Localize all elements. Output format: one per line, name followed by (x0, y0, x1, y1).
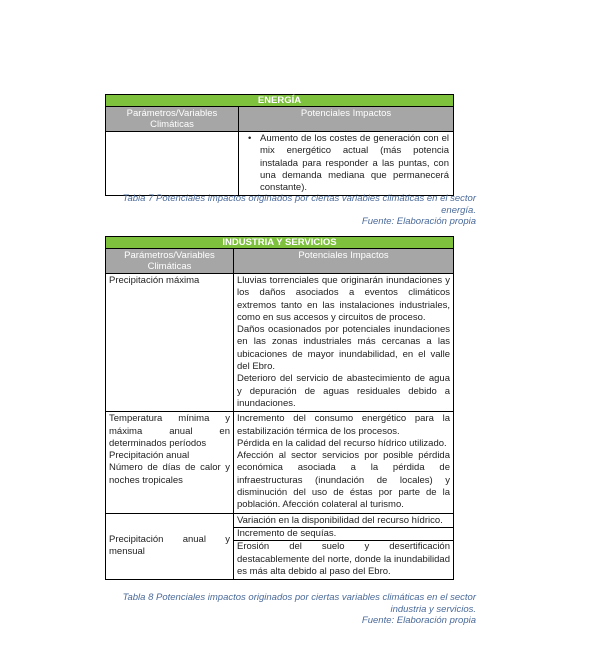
energia-col2-header: Potenciales Impactos (239, 107, 454, 132)
row1-param: Precipitación máxima (106, 274, 234, 412)
table7-source: Fuente: Elaboración propia (361, 216, 476, 227)
row3-impact-b: Incremento de sequías. (237, 527, 337, 539)
energia-table (105, 94, 454, 196)
table8-caption (100, 592, 476, 627)
row3-impact-c: Erosión del suelo y desertificación destacablemente del norte, donde la inundabilidad es más alta debido al paso del Ebro. (237, 541, 450, 577)
energia-param-cell (106, 132, 239, 196)
energia-col1-header: Parámetros/Variables Climáticas (106, 107, 239, 132)
row1-impact-a: Lluvias torrenciales que originarán inundaciones y los daños asociados a eventos climáticos extremos tanto en las instalaciones industriales, como en sus accesos y circuitos de proceso. (237, 275, 450, 323)
row2-impact-a: Incremento del consumo energético para la estabilización térmica de los procesos. (237, 413, 450, 437)
row3-param-text: Precipitación anual y mensual (109, 534, 230, 558)
row2-param (106, 412, 234, 513)
row2-impact (234, 412, 454, 513)
energia-table-title: ENERGÍA (106, 95, 454, 107)
table7-caption-line1: Tabla 7 Potenciales impactos originados por ciertas variables climáticas en el sector (122, 193, 476, 204)
row2-param-b: Precipitación anual (109, 450, 190, 462)
table8-caption-line1: Tabla 8 Potenciales impactos originados por ciertas variables climáticas en el sector (122, 592, 476, 603)
row3-impact (234, 513, 454, 579)
row3-impact-a: Variación en la disponibilidad del recurso hídrico. (237, 514, 443, 526)
industria-col2-header: Potenciales Impactos (234, 249, 454, 274)
table7-caption (100, 193, 476, 228)
table8-caption-line2: industria y servicios. (390, 603, 476, 615)
row1-impact (234, 274, 454, 412)
industria-table (105, 236, 454, 580)
row3-param (106, 513, 234, 579)
industria-table-title: INDUSTRIA Y SERVICIOS (106, 237, 454, 249)
industria-col1-header: Parámetros/Variables Climáticas (106, 249, 234, 274)
table-row (106, 274, 454, 412)
row1-impact-c: Deterioro del servicio de abastecimiento de agua y depuración de aguas residuales debido a inundaciones. (237, 373, 450, 409)
table8-source: Fuente: Elaboración propia (361, 615, 476, 626)
row2-param-a: Temperatura mínima y máxima anual en determinados períodos (109, 413, 230, 449)
row1-impact-b: Daños ocasionados por potenciales inundaciones en las zonas industriales más cercanas a las ubicaciones de mayor inundabilidad, en el valle del Ebro. (237, 324, 450, 373)
table-row (106, 513, 454, 579)
row2-impact-c: Afección al sector servicios por posible pérdida económica asociada a la pérdida de infraestructuras (inundación de locales) y disminución del uso de éstas por parte de la población. Afección colateral al turismo. (237, 450, 450, 511)
energia-impact-text: Aumento de los costes de generación con el mix energético actual (más potencia instalada para responder a las puntas, con una demanda mediana que permanecerá constante). (260, 133, 450, 194)
table7-caption-line2: energía. (441, 204, 476, 216)
table-row (106, 412, 454, 513)
row2-param-c: Número de días de calor y noches tropicales (109, 462, 230, 486)
energia-impact-cell (239, 132, 454, 196)
bullet-icon: • (248, 133, 252, 144)
row2-impact-b: Pérdida en la calidad del recurso hídrico utilizado. (237, 437, 447, 449)
energia-impact-item (242, 133, 449, 194)
